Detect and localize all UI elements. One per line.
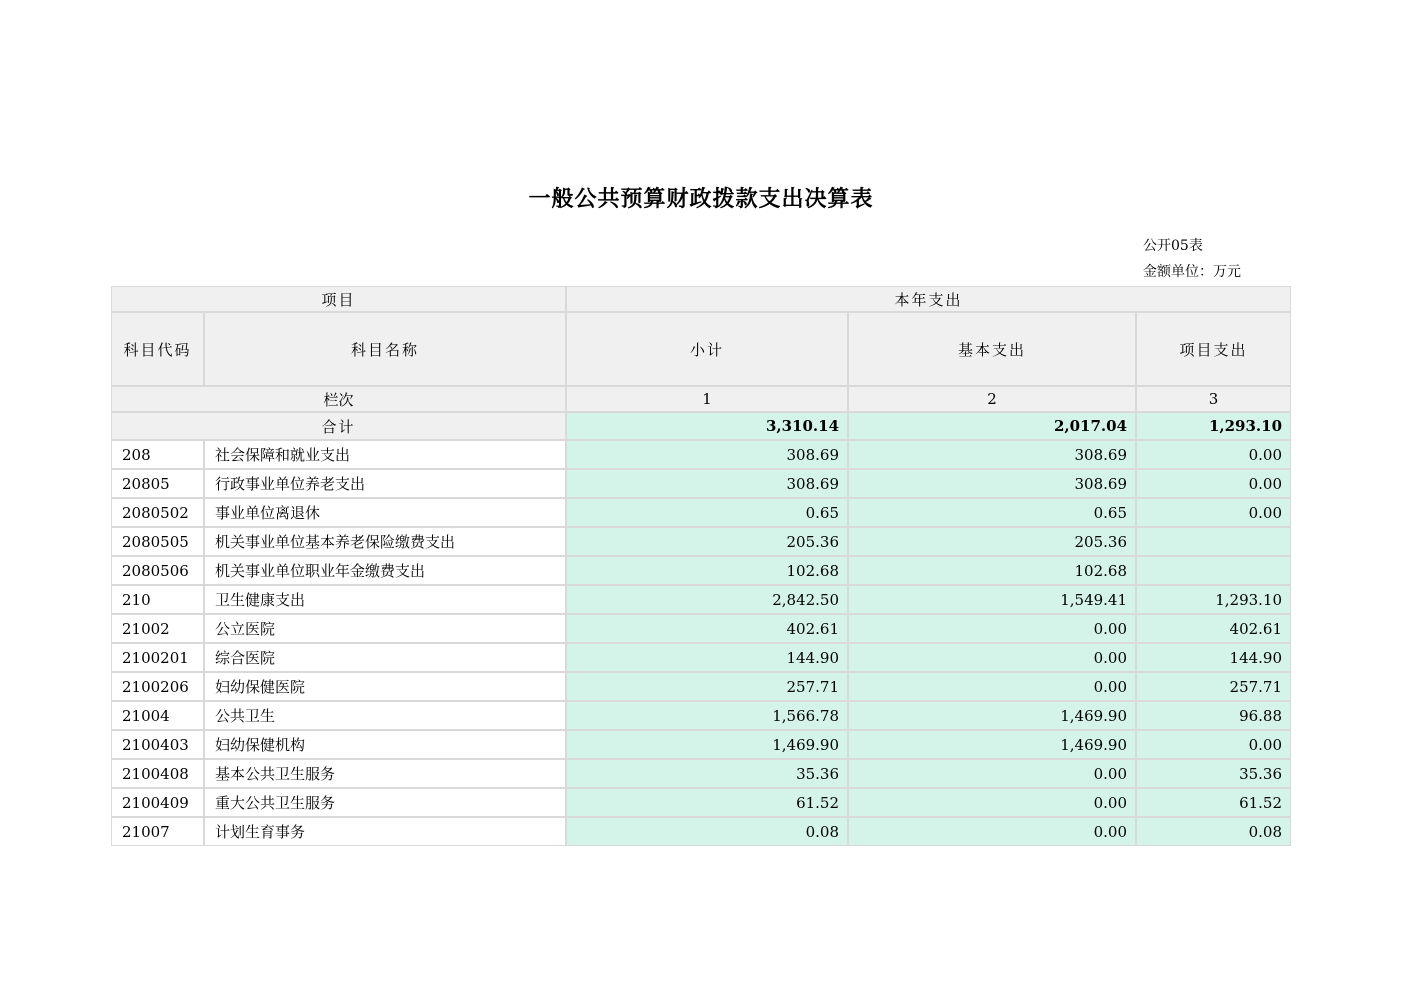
project-expenditure-cell: 0.08 — [1137, 818, 1290, 845]
report-meta — [1143, 233, 1292, 285]
header-project-expenditure: 项目支出 — [1137, 313, 1290, 385]
total-subtotal-value: 3,310.14 — [567, 413, 847, 439]
subject-code-cell: 21007 — [112, 818, 203, 845]
header-group-row — [112, 287, 1290, 311]
header-basic-expenditure: 基本支出 — [849, 313, 1135, 385]
subject-code-cell: 210 — [112, 586, 203, 613]
table-row — [112, 470, 1290, 497]
table-row — [112, 528, 1290, 555]
table-code-label: 公开05表 — [1143, 238, 1203, 254]
subtotal-cell: 308.69 — [567, 441, 847, 468]
subtotal-cell: 1,566.78 — [567, 702, 847, 729]
basic-expenditure-cell: 0.00 — [849, 673, 1135, 700]
subtotal-cell: 35.36 — [567, 760, 847, 787]
basic-expenditure-cell: 0.00 — [849, 760, 1135, 787]
subject-code-cell: 2080506 — [112, 557, 203, 584]
subject-code-cell: 2100408 — [112, 760, 203, 787]
basic-expenditure-cell: 205.36 — [849, 528, 1135, 555]
subtotal-cell: 402.61 — [567, 615, 847, 642]
header-index-row — [112, 387, 1290, 411]
total-project-value: 1,293.10 — [1137, 413, 1290, 439]
subtotal-cell: 0.08 — [567, 818, 847, 845]
project-expenditure-cell: 0.00 — [1137, 731, 1290, 758]
subject-name-cell: 社会保障和就业支出 — [205, 441, 565, 468]
subject-name-cell: 机关事业单位职业年金缴费支出 — [205, 557, 565, 584]
project-expenditure-cell — [1137, 557, 1290, 584]
subtotal-cell: 2,842.50 — [567, 586, 847, 613]
subject-name-cell: 综合医院 — [205, 644, 565, 671]
project-expenditure-cell: 402.61 — [1137, 615, 1290, 642]
subject-name-cell: 机关事业单位基本养老保险缴费支出 — [205, 528, 565, 555]
subject-code-cell: 2080502 — [112, 499, 203, 526]
subject-code-cell: 2080505 — [112, 528, 203, 555]
subject-code-cell: 208 — [112, 441, 203, 468]
subject-name-cell: 公共卫生 — [205, 702, 565, 729]
basic-expenditure-cell: 0.65 — [849, 499, 1135, 526]
expenditure-table — [110, 285, 1292, 847]
total-label: 合计 — [112, 413, 565, 439]
basic-expenditure-cell: 308.69 — [849, 441, 1135, 468]
subtotal-cell: 144.90 — [567, 644, 847, 671]
table-row — [112, 557, 1290, 584]
basic-expenditure-cell: 308.69 — [849, 470, 1135, 497]
basic-expenditure-cell: 1,469.90 — [849, 731, 1135, 758]
project-expenditure-cell — [1137, 528, 1290, 555]
header-index-3: 3 — [1137, 387, 1290, 411]
subject-name-cell: 妇幼保健医院 — [205, 673, 565, 700]
project-expenditure-cell: 61.52 — [1137, 789, 1290, 816]
total-row — [112, 413, 1290, 439]
subject-name-cell: 妇幼保健机构 — [205, 731, 565, 758]
subject-name-cell: 计划生育事务 — [205, 818, 565, 845]
table-row — [112, 644, 1290, 671]
header-index-label: 栏次 — [112, 387, 565, 411]
table-row — [112, 586, 1290, 613]
table-row — [112, 673, 1290, 700]
header-group-project: 项目 — [112, 287, 565, 311]
subject-code-cell: 21002 — [112, 615, 203, 642]
subject-code-cell: 20805 — [112, 470, 203, 497]
page-title: 一般公共预算财政拨款支出决算表 — [528, 187, 874, 212]
project-expenditure-cell: 257.71 — [1137, 673, 1290, 700]
header-index-1: 1 — [567, 387, 847, 411]
subtotal-cell: 61.52 — [567, 789, 847, 816]
table-row — [112, 818, 1290, 845]
subtotal-cell: 205.36 — [567, 528, 847, 555]
header-subtotal: 小计 — [567, 313, 847, 385]
project-expenditure-cell: 0.00 — [1137, 470, 1290, 497]
subtotal-cell: 102.68 — [567, 557, 847, 584]
basic-expenditure-cell: 0.00 — [849, 615, 1135, 642]
subject-code-cell: 21004 — [112, 702, 203, 729]
total-basic-value: 2,017.04 — [849, 413, 1135, 439]
subject-code-cell: 2100201 — [112, 644, 203, 671]
report-sheet — [110, 0, 1292, 847]
basic-expenditure-cell: 0.00 — [849, 818, 1135, 845]
subject-code-cell: 2100403 — [112, 731, 203, 758]
subject-name-cell: 事业单位离退休 — [205, 499, 565, 526]
subject-name-cell: 行政事业单位养老支出 — [205, 470, 565, 497]
header-subject-name: 科目名称 — [205, 313, 565, 385]
subject-name-cell: 卫生健康支出 — [205, 586, 565, 613]
table-row — [112, 499, 1290, 526]
basic-expenditure-cell: 1,549.41 — [849, 586, 1135, 613]
header-group-current-year: 本年支出 — [567, 287, 1290, 311]
table-row — [112, 760, 1290, 787]
project-expenditure-cell: 0.00 — [1137, 499, 1290, 526]
basic-expenditure-cell: 0.00 — [849, 644, 1135, 671]
header-columns-row — [112, 313, 1290, 385]
project-expenditure-cell: 96.88 — [1137, 702, 1290, 729]
subtotal-cell: 257.71 — [567, 673, 847, 700]
subject-name-cell: 基本公共卫生服务 — [205, 760, 565, 787]
project-expenditure-cell: 0.00 — [1137, 441, 1290, 468]
header-index-2: 2 — [849, 387, 1135, 411]
subject-code-cell: 2100206 — [112, 673, 203, 700]
table-row — [112, 702, 1290, 729]
project-expenditure-cell: 35.36 — [1137, 760, 1290, 787]
basic-expenditure-cell: 1,469.90 — [849, 702, 1135, 729]
unit-label: 金额单位：万元 — [1143, 264, 1241, 280]
subject-code-cell: 2100409 — [112, 789, 203, 816]
subtotal-cell: 0.65 — [567, 499, 847, 526]
subtotal-cell: 1,469.90 — [567, 731, 847, 758]
project-expenditure-cell: 1,293.10 — [1137, 586, 1290, 613]
table-row — [112, 789, 1290, 816]
basic-expenditure-cell: 0.00 — [849, 789, 1135, 816]
project-expenditure-cell: 144.90 — [1137, 644, 1290, 671]
table-row — [112, 731, 1290, 758]
table-row — [112, 441, 1290, 468]
subject-name-cell: 重大公共卫生服务 — [205, 789, 565, 816]
table-row — [112, 615, 1290, 642]
header-subject-code: 科目代码 — [112, 313, 203, 385]
subject-name-cell: 公立医院 — [205, 615, 565, 642]
subtotal-cell: 308.69 — [567, 470, 847, 497]
basic-expenditure-cell: 102.68 — [849, 557, 1135, 584]
